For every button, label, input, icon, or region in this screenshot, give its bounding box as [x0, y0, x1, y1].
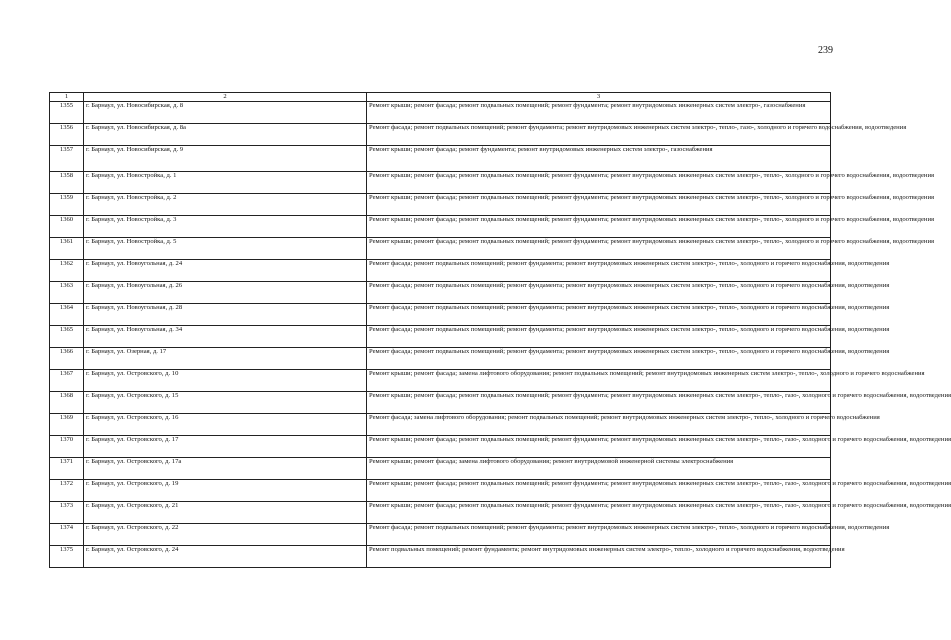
row-address: г. Барнаул, ул. Новоугольная, д. 24	[84, 260, 367, 282]
table-row	[50, 172, 831, 194]
row-works: Ремонт крыши; ремонт фасада; ремонт фундамента; ремонт внутридомовых инженерных систем электро-, газоснабжения	[367, 146, 831, 172]
row-address: г. Барнаул, ул. Островского, д. 22	[84, 524, 367, 546]
row-address: г. Барнаул, ул. Озерная, д. 17	[84, 348, 367, 370]
table-row	[50, 282, 831, 304]
row-address: г. Барнаул, ул. Новосибирская, д. 8а	[84, 124, 367, 146]
table-row	[50, 102, 831, 124]
row-number: 1366	[50, 348, 84, 370]
row-number: 1357	[50, 146, 84, 172]
row-works: Ремонт фасада; ремонт подвальных помещений; ремонт фундамента; ремонт внутридомовых инженерных систем электро-, тепло-, холодного и горячего водоснабжения, водоотведения	[367, 524, 831, 546]
row-works: Ремонт крыши; ремонт фасада; ремонт подвальных помещений; ремонт фундамента; ремонт внутридомовых инженерных систем электро-, газоснабжения	[367, 102, 831, 124]
row-number: 1359	[50, 194, 84, 216]
row-address: г. Барнаул, ул. Новостройка, д. 5	[84, 238, 367, 260]
row-number: 1360	[50, 216, 84, 238]
table-row	[50, 326, 831, 348]
row-address: г. Барнаул, ул. Новосибирская, д. 8	[84, 102, 367, 124]
row-works: Ремонт подвальных помещений; ремонт фундамента; ремонт внутридомовых инженерных систем электро-, тепло-, холодного и горячего водоснабжения, водоотведения	[367, 546, 831, 568]
table-row	[50, 260, 831, 282]
table-row	[50, 436, 831, 458]
row-number: 1370	[50, 436, 84, 458]
row-number: 1373	[50, 502, 84, 524]
table-row	[50, 348, 831, 370]
page-number: 239	[818, 45, 833, 56]
table-row	[50, 524, 831, 546]
row-number: 1369	[50, 414, 84, 436]
row-works: Ремонт фасада; ремонт подвальных помещений; ремонт фундамента; ремонт внутридомовых инженерных систем электро-, тепло-, холодного и горячего водоснабжения, водоотведения	[367, 326, 831, 348]
row-works: Ремонт крыши; ремонт фасада; ремонт подвальных помещений; ремонт фундамента; ремонт внутридомовых инженерных систем электро-, тепло-, газо-, холодного и горячего водоснабжения, водоотведения	[367, 436, 831, 458]
row-number: 1372	[50, 480, 84, 502]
row-works: Ремонт крыши; ремонт фасада; ремонт подвальных помещений; ремонт фундамента; ремонт внутридомовых инженерных систем электро-, тепло-, холодного и горячего водоснабжения, водоотведения	[367, 238, 831, 260]
row-number: 1371	[50, 458, 84, 480]
row-number: 1375	[50, 546, 84, 568]
row-number: 1365	[50, 326, 84, 348]
row-address: г. Барнаул, ул. Новостройка, д. 1	[84, 172, 367, 194]
table-row	[50, 392, 831, 414]
row-number: 1358	[50, 172, 84, 194]
row-works: Ремонт фасада; ремонт подвальных помещений; ремонт фундамента; ремонт внутридомовых инженерных систем электро-, тепло-, холодного и горячего водоснабжения, водоотведения	[367, 304, 831, 326]
row-address: г. Барнаул, ул. Новосибирская, д. 9	[84, 146, 367, 172]
row-address: г. Барнаул, ул. Новоугольная, д. 34	[84, 326, 367, 348]
row-works: Ремонт крыши; ремонт фасада; ремонт подвальных помещений; ремонт фундамента; ремонт внутридомовых инженерных систем электро-, тепло-, холодного и горячего водоснабжения, водоотведения	[367, 172, 831, 194]
table-row	[50, 146, 831, 172]
table-row	[50, 194, 831, 216]
row-number: 1368	[50, 392, 84, 414]
row-works: Ремонт крыши; ремонт фасада; ремонт подвальных помещений; ремонт фундамента; ремонт внутридомовых инженерных систем электро-, тепло-, холодного и горячего водоснабжения, водоотведения	[367, 194, 831, 216]
row-works: Ремонт крыши; ремонт фасада; замена лифтового оборудования; ремонт внутридомовой инженерной системы электроснабжения	[367, 458, 831, 480]
row-address: г. Барнаул, ул. Островского, д. 19	[84, 480, 367, 502]
row-number: 1362	[50, 260, 84, 282]
table-row	[50, 480, 831, 502]
row-works: Ремонт крыши; ремонт фасада; ремонт подвальных помещений; ремонт фундамента; ремонт внутридомовых инженерных систем электро-, тепло-, газо-, холодного и горячего водоснабжения, водоотведения	[367, 392, 831, 414]
row-number: 1367	[50, 370, 84, 392]
row-works: Ремонт фасада; ремонт подвальных помещений; ремонт фундамента; ремонт внутридомовых инженерных систем электро-, тепло-, холодного и горячего водоснабжения, водоотведения	[367, 260, 831, 282]
row-works: Ремонт крыши; ремонт фасада; замена лифтового оборудования; ремонт подвальных помещений; ремонт внутридомовых инженерных систем электро-, тепло-, холодного и горячего водоснабжения	[367, 370, 831, 392]
row-number: 1374	[50, 524, 84, 546]
row-works: Ремонт фасада; ремонт подвальных помещений; ремонт фундамента; ремонт внутридомовых инженерных систем электро-, тепло-, холодного и горячего водоснабжения, водоотведения	[367, 348, 831, 370]
column-header-works: 3	[367, 93, 831, 102]
row-works: Ремонт крыши; ремонт фасада; ремонт подвальных помещений; ремонт фундамента; ремонт внутридомовых инженерных систем электро-, тепло-, холодного и горячего водоснабжения, водоотведения	[367, 216, 831, 238]
row-address: г. Барнаул, ул. Островского, д. 24	[84, 546, 367, 568]
table-row	[50, 502, 831, 524]
table-header-row	[50, 93, 831, 102]
row-works: Ремонт крыши; ремонт фасада; ремонт подвальных помещений; ремонт фундамента; ремонт внутридомовых инженерных систем электро-, тепло-, газо-, холодного и горячего водоснабжения, водоотведения	[367, 480, 831, 502]
row-number: 1355	[50, 102, 84, 124]
row-number: 1361	[50, 238, 84, 260]
row-works: Ремонт фасада; замена лифтового оборудования; ремонт подвальных помещений; ремонт внутридомовых инженерных систем электро-, тепло-, холодного и горячего водоснабжения	[367, 414, 831, 436]
row-works: Ремонт фасада; ремонт подвальных помещений; ремонт фундамента; ремонт внутридомовых инженерных систем электро-, тепло-, холодного и горячего водоснабжения, водоотведения	[367, 282, 831, 304]
table-row	[50, 414, 831, 436]
column-header-address: 2	[84, 93, 367, 102]
row-address: г. Барнаул, ул. Новостройка, д. 2	[84, 194, 367, 216]
table-row	[50, 546, 831, 568]
table-row	[50, 370, 831, 392]
row-address: г. Барнаул, ул. Островского, д. 17а	[84, 458, 367, 480]
table-row	[50, 304, 831, 326]
row-number: 1363	[50, 282, 84, 304]
table-row	[50, 458, 831, 480]
row-address: г. Барнаул, ул. Новоугольная, д. 28	[84, 304, 367, 326]
row-address: г. Барнаул, ул. Новостройка, д. 3	[84, 216, 367, 238]
row-address: г. Барнаул, ул. Островского, д. 10	[84, 370, 367, 392]
row-number: 1356	[50, 124, 84, 146]
repair-works-table	[49, 92, 951, 568]
row-number: 1364	[50, 304, 84, 326]
row-address: г. Барнаул, ул. Островского, д. 17	[84, 436, 367, 458]
table-row	[50, 124, 831, 146]
column-header-number: 1	[50, 93, 84, 102]
row-address: г. Барнаул, ул. Островского, д. 16	[84, 414, 367, 436]
row-address: г. Барнаул, ул. Островского, д. 21	[84, 502, 367, 524]
table-row	[50, 216, 831, 238]
row-works: Ремонт крыши; ремонт фасада; ремонт подвальных помещений; ремонт фундамента; ремонт внутридомовых инженерных систем электро-, тепло-, газо-, холодного и горячего водоснабжения, водоотведения	[367, 502, 831, 524]
row-address: г. Барнаул, ул. Островского, д. 15	[84, 392, 367, 414]
row-works: Ремонт фасада; ремонт подвальных помещений; ремонт фундамента; ремонт внутридомовых инженерных систем электро-, тепло-, газо-, холодного и горячего водоснабжения, водоотведения	[367, 124, 831, 146]
row-address: г. Барнаул, ул. Новоугольная, д. 26	[84, 282, 367, 304]
table-row	[50, 238, 831, 260]
